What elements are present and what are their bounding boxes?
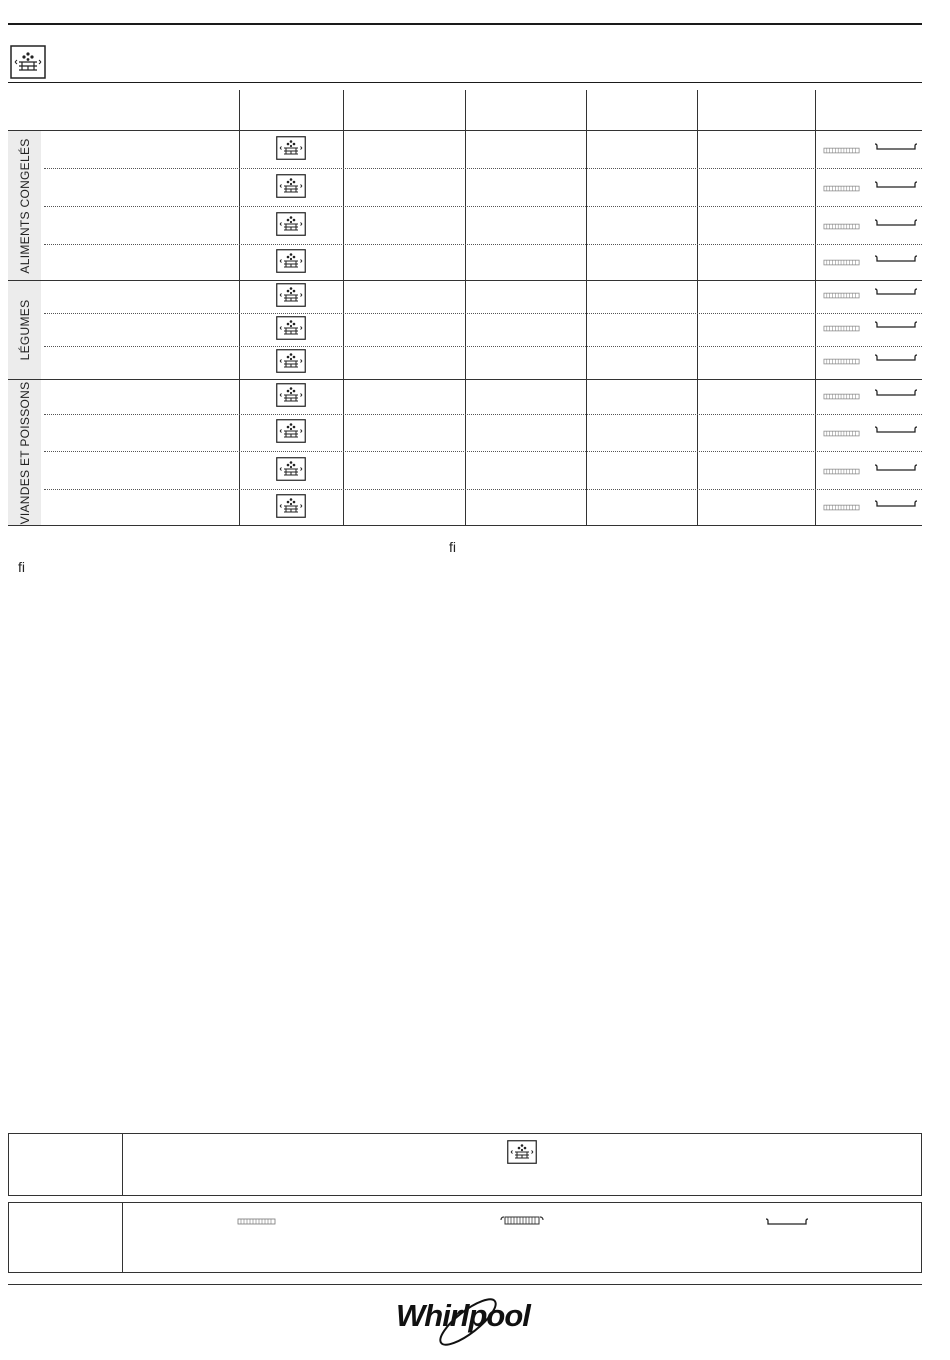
- legend-divider: [122, 1134, 123, 1195]
- wire-rack-icon: [823, 429, 861, 439]
- footnote-mark: ﬁ: [18, 559, 25, 575]
- wire-rack-icon: [823, 222, 861, 232]
- forced-air-fan-icon: [276, 383, 306, 407]
- row-separator: [44, 346, 922, 347]
- row-separator: [44, 414, 922, 415]
- svg-text:Whirlpool: Whirlpool: [396, 1298, 530, 1333]
- baking-tray-icon: [874, 287, 918, 297]
- table-header-rule: [8, 130, 922, 131]
- baking-tray-icon: [874, 320, 918, 330]
- header-rule: [8, 82, 922, 83]
- column-divider: [343, 90, 344, 525]
- forced-air-fan-icon: [276, 419, 306, 443]
- forced-air-fan-icon: [276, 316, 306, 340]
- column-divider: [239, 90, 240, 525]
- row-separator: [44, 451, 922, 452]
- baking-tray-icon: [765, 1217, 809, 1227]
- forced-air-fan-icon: [276, 457, 306, 481]
- baking-tray-icon: [874, 142, 918, 152]
- forced-air-fan-icon: [276, 349, 306, 373]
- baking-tray-icon: [874, 218, 918, 228]
- wire-rack-icon: [823, 503, 861, 513]
- baking-tray-icon: [874, 463, 918, 473]
- forced-air-fan-icon: [276, 212, 306, 236]
- wire-rack-icon: [823, 357, 861, 367]
- column-divider: [697, 90, 698, 525]
- group-label-text: LÉGUMES: [17, 299, 32, 361]
- functions-legend: [8, 1133, 922, 1196]
- wire-rack-icon: [823, 146, 861, 156]
- wire-rack-icon: [823, 324, 861, 334]
- wire-rack-icon: [823, 291, 861, 301]
- row-separator: [44, 489, 922, 490]
- baking-tray-icon: [874, 499, 918, 509]
- group-separator: [8, 379, 922, 380]
- baking-tray-icon: [874, 180, 918, 190]
- row-separator: [44, 244, 922, 245]
- footer-rule: [8, 1284, 922, 1285]
- row-separator: [44, 313, 922, 314]
- forced-air-fan-icon: [10, 45, 46, 79]
- forced-air-fan-icon: [276, 283, 306, 307]
- forced-air-fan-icon: [507, 1140, 537, 1164]
- forced-air-fan-icon: [276, 494, 306, 518]
- legend-divider: [122, 1203, 123, 1272]
- row-separator: [44, 206, 922, 207]
- column-divider: [465, 90, 466, 525]
- wire-rack-icon: [237, 1217, 277, 1227]
- top-rule: [8, 23, 922, 25]
- cooking-table: [8, 90, 922, 526]
- baking-tray-icon: [874, 425, 918, 435]
- baking-tray-icon: [874, 353, 918, 363]
- wire-rack-icon: [823, 184, 861, 194]
- group-separator: [8, 280, 922, 281]
- column-divider: [815, 90, 816, 525]
- column-divider: [586, 90, 587, 525]
- baking-tray-icon: [874, 254, 918, 264]
- group-label-text: ALIMENTS CONGELÉS: [17, 137, 32, 274]
- group-label-frozen: [8, 131, 41, 280]
- wire-rack-icon: [823, 258, 861, 268]
- wire-rack-icon: [823, 467, 861, 477]
- wire-rack-icon: [823, 392, 861, 402]
- group-label-meat-fish: [8, 380, 41, 525]
- forced-air-fan-icon: [276, 136, 306, 160]
- footnote-mark: ﬁ: [449, 539, 456, 555]
- whirlpool-logo: [396, 1296, 538, 1348]
- group-label-text: VIANDES ET POISSONS: [17, 381, 32, 524]
- wire-rack-with-handles-icon: [499, 1215, 545, 1227]
- forced-air-fan-icon: [276, 249, 306, 273]
- baking-tray-icon: [874, 388, 918, 398]
- accessories-legend: [8, 1202, 922, 1273]
- group-label-vegetables: [8, 281, 41, 379]
- row-separator: [44, 168, 922, 169]
- table-bottom-rule: [8, 525, 922, 526]
- forced-air-fan-icon: [276, 174, 306, 198]
